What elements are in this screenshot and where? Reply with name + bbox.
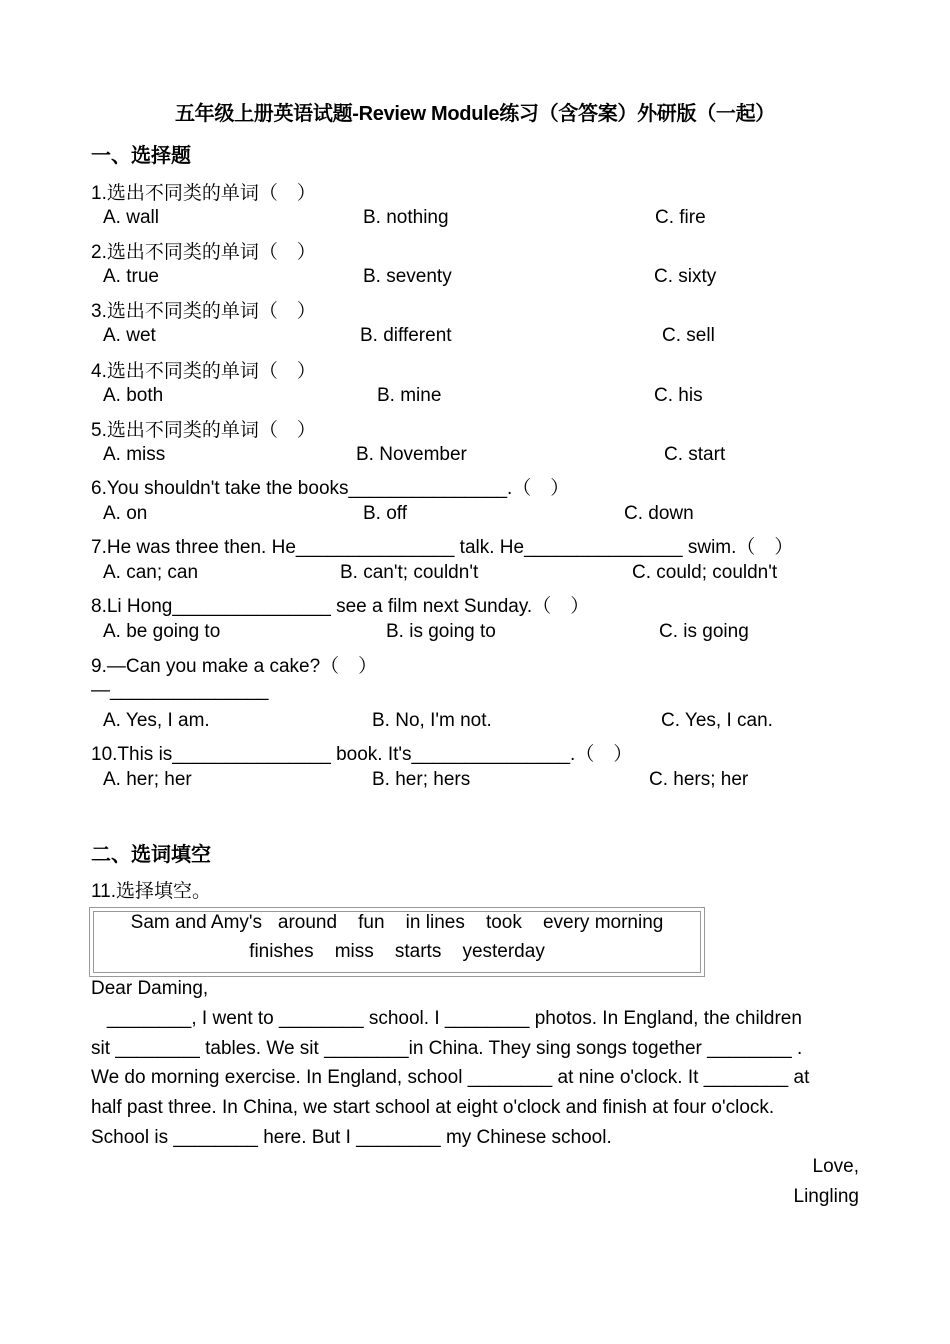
question-stem: 1.选出不同类的单词（ ） [91, 183, 316, 204]
option-b: B. seventy [363, 266, 452, 287]
page-title: 五年级上册英语试题-Review Module练习（含答案）外研版（一起） [174, 103, 776, 125]
question-stem: 10.This is_______________ book. It's_______________.（ ） [91, 744, 633, 765]
option-b: B. No, I'm not. [372, 710, 492, 731]
question-stem: 7.He was three then. He_______________ talk. He_______________ swim.（ ） [91, 537, 794, 558]
option-b: B. mine [377, 385, 442, 406]
question-stem: 5.选出不同类的单词（ ） [91, 420, 316, 441]
letter-line: We do morning exercise. In England, school ________ at nine o'clock. It ________ at [91, 1067, 810, 1088]
option-c: C. start [664, 444, 726, 465]
option-b: B. can't; couldn't [340, 562, 479, 583]
letter-line: ________, I went to ________ school. I ________ photos. In England, the children [91, 1008, 802, 1029]
option-c: C. Yes, I can. [661, 710, 773, 731]
option-a: A. miss [103, 444, 166, 465]
option-a: A. true [103, 266, 159, 287]
option-a: A. can; can [103, 562, 199, 583]
question-stem: 4.选出不同类的单词（ ） [91, 361, 316, 382]
option-a: A. be going to [103, 621, 221, 642]
option-a: A. wall [103, 207, 159, 228]
option-c: C. hers; her [649, 769, 749, 790]
section-heading-choice: 一、选择题 [91, 145, 191, 167]
option-c: C. sell [662, 325, 715, 346]
option-b: B. different [360, 325, 452, 346]
option-c: C. could; couldn't [632, 562, 778, 583]
option-b: B. November [356, 444, 467, 465]
option-c: C. sixty [654, 266, 717, 287]
answer-blank-line: —_______________ [91, 680, 269, 701]
option-c: C. fire [655, 207, 706, 228]
option-c: C. down [624, 503, 694, 524]
option-b: B. is going to [386, 621, 496, 642]
question-stem: 8.Li Hong_______________ see a film next Sunday.（ ） [91, 596, 590, 617]
letter-line: sit ________ tables. We sit ________in China. They sing songs together ________ . [91, 1038, 803, 1059]
option-c: C. his [654, 385, 703, 406]
question-stem: 3.选出不同类的单词（ ） [91, 301, 316, 322]
option-a: A. her; her [103, 769, 192, 790]
option-a: A. on [103, 503, 148, 524]
section-heading-fill: 二、选词填空 [91, 844, 211, 866]
question-stem: 6.You shouldn't take the books_______________.（ ） [91, 478, 570, 499]
letter-signature: Lingling [793, 1186, 859, 1207]
option-b: B. nothing [363, 207, 449, 228]
question-stem: 2.选出不同类的单词（ ） [91, 242, 316, 263]
word-bank-line-1: Sam and Amy's around fun in lines took every morning [130, 912, 664, 933]
letter-line: half past three. In China, we start school at eight o'clock and finish at four o'clock. [91, 1097, 775, 1118]
question-stem: 9.—Can you make a cake?（ ） [91, 656, 378, 677]
word-bank-line-2: finishes miss starts yesterday [249, 941, 545, 962]
option-c: C. is going [659, 621, 749, 642]
option-a: A. wet [103, 325, 156, 346]
option-b: B. off [363, 503, 408, 524]
question-stem: 11.选择填空。 [91, 881, 212, 902]
letter-greeting: Dear Daming, [91, 978, 209, 999]
letter-closing: Love, [812, 1156, 859, 1177]
option-a: A. both [103, 385, 164, 406]
letter-line: School is ________ here. But I ________ my Chinese school. [91, 1127, 612, 1148]
option-b: B. her; hers [372, 769, 471, 790]
option-a: A. Yes, I am. [103, 710, 210, 731]
word-bank-box [89, 907, 705, 977]
